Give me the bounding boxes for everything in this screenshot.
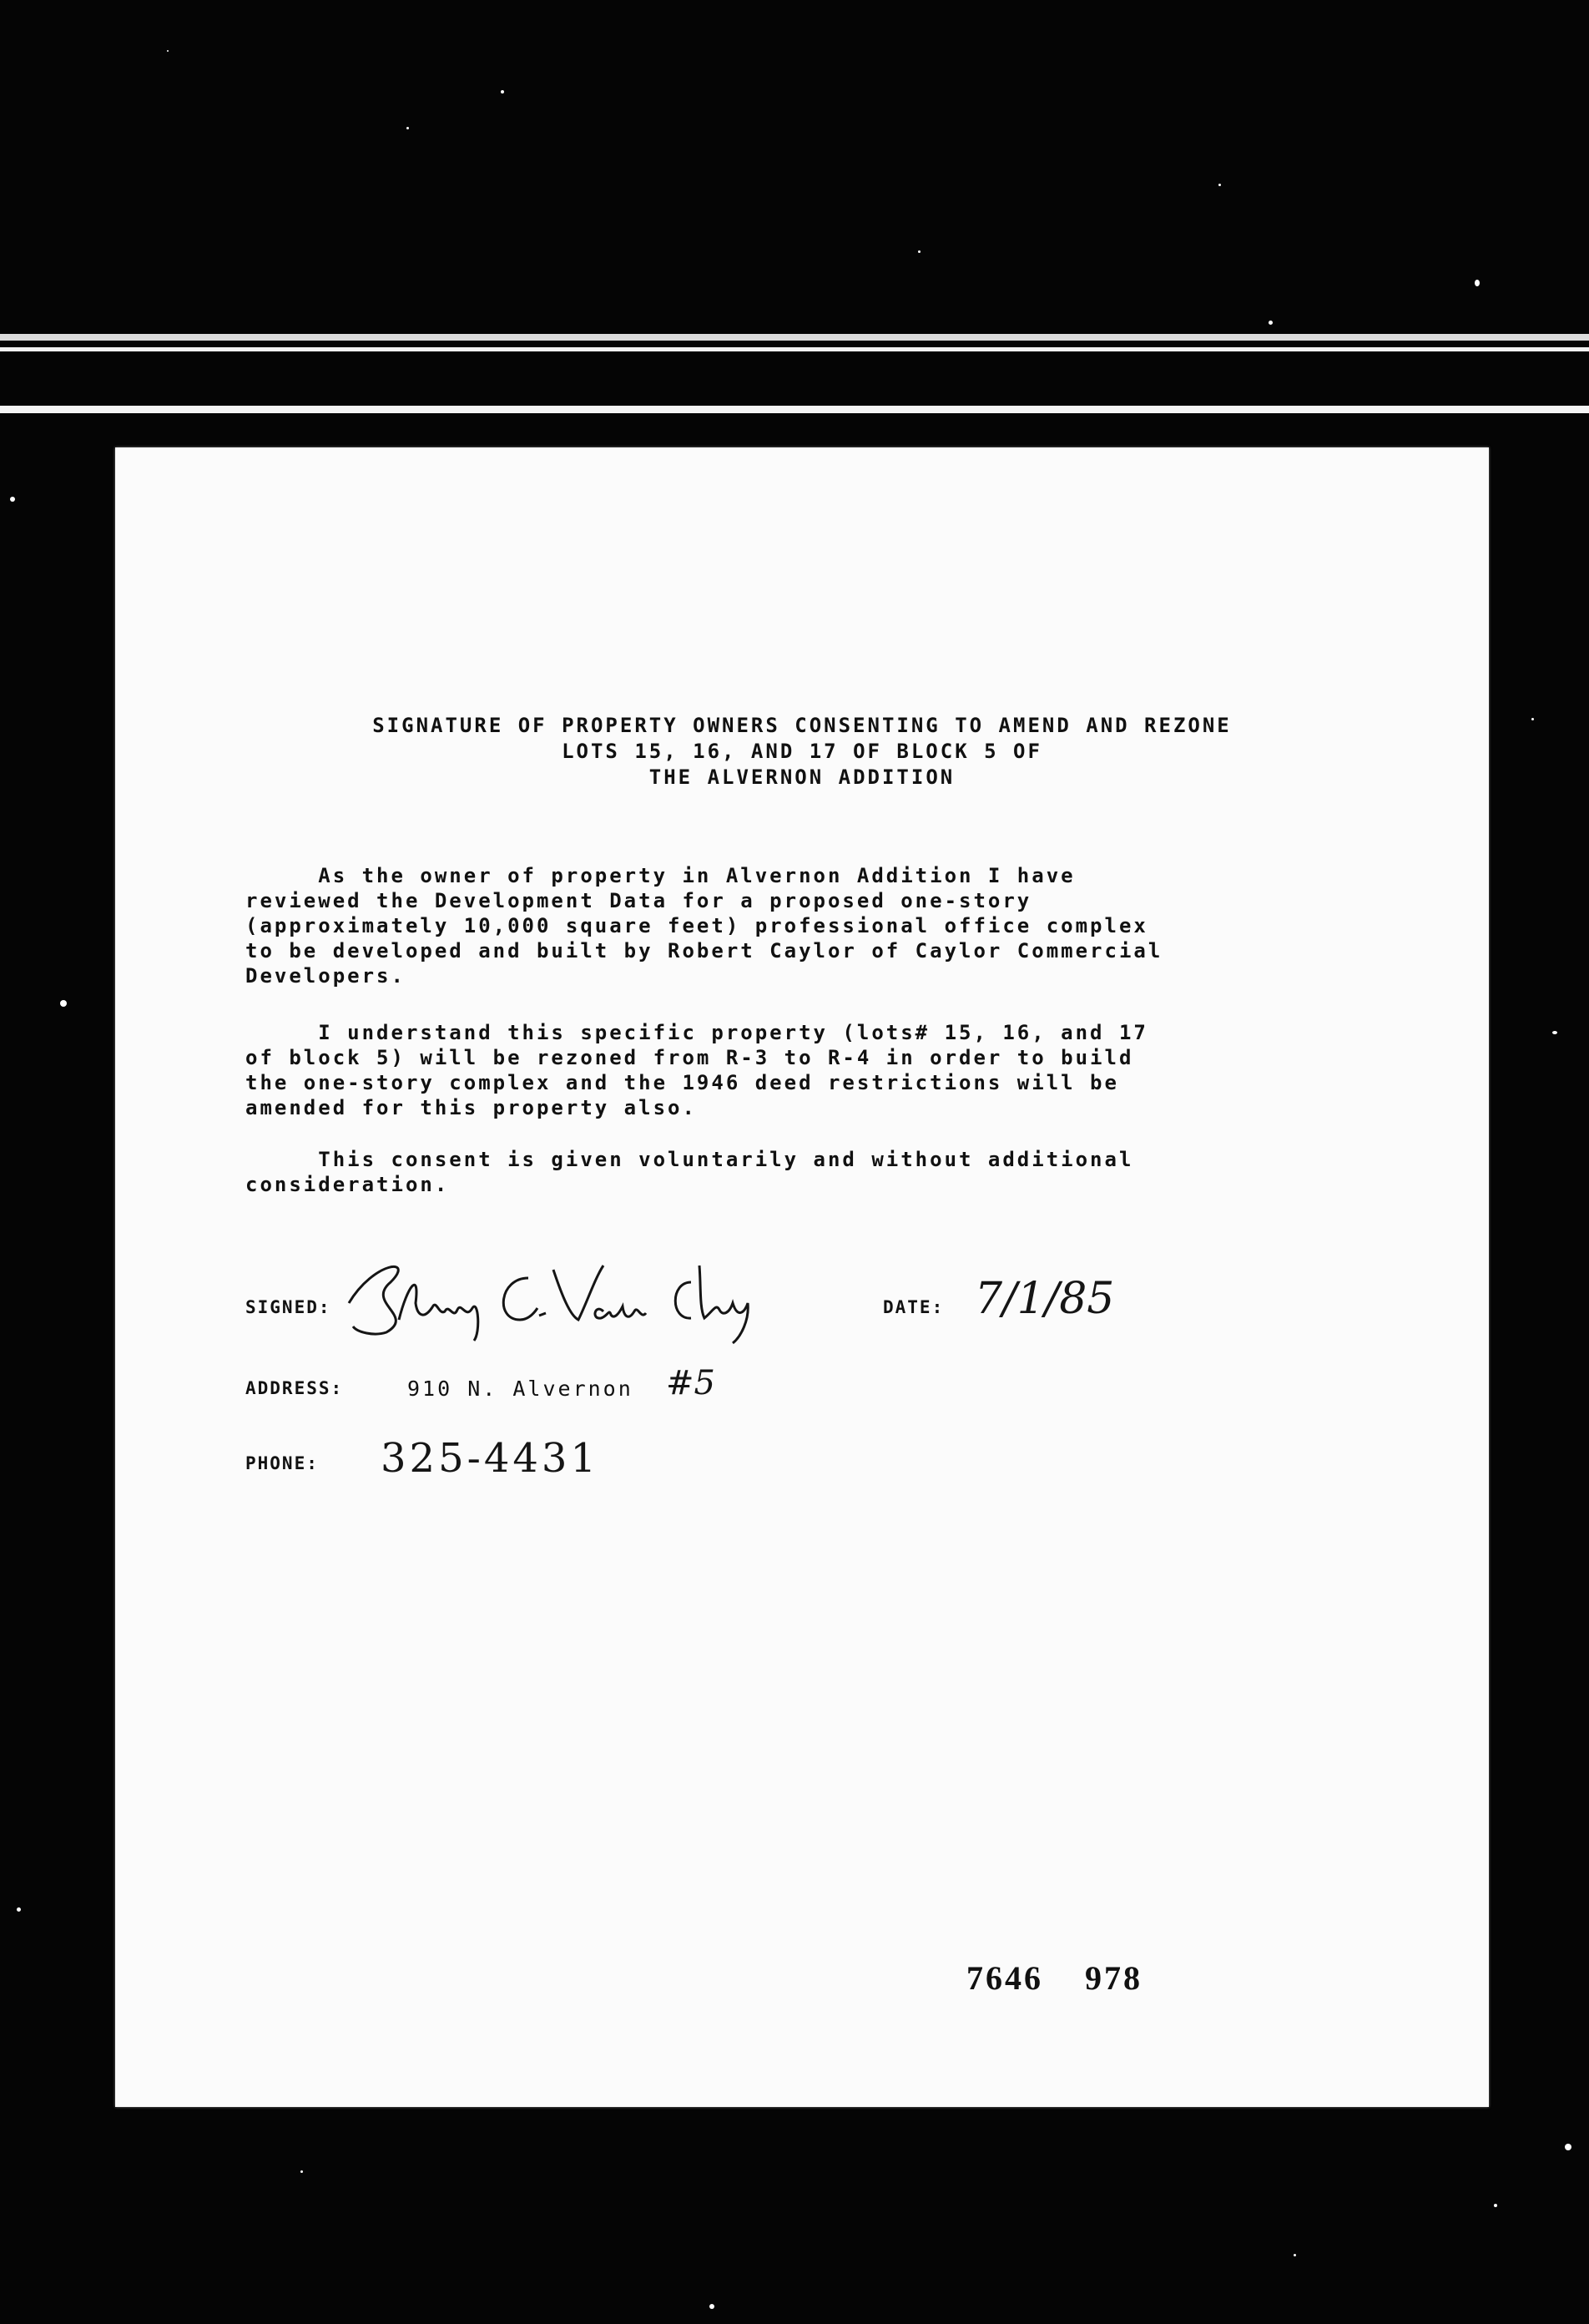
noise-speck xyxy=(60,1000,67,1007)
noise-speck xyxy=(709,2304,714,2309)
address-label: ADDRESS: xyxy=(245,1378,344,1398)
document-number-right: 978 xyxy=(1085,1959,1143,1997)
noise-speck xyxy=(17,1907,21,1912)
address-unit-handwritten: #5 xyxy=(666,1364,715,1402)
title-line: THE ALVERNON ADDITION xyxy=(648,765,956,789)
noise-speck xyxy=(1531,718,1534,720)
noise-speck xyxy=(1269,321,1273,325)
scan-band-line xyxy=(0,406,1589,413)
noise-speck xyxy=(918,250,921,253)
noise-speck xyxy=(10,497,15,502)
noise-speck xyxy=(1565,2144,1571,2150)
scan-band-line xyxy=(0,347,1589,351)
title-line: LOTS 15, 16, AND 17 OF BLOCK 5 OF xyxy=(562,740,1042,763)
phone-value: 325-4431 xyxy=(381,1435,599,1482)
phone-label: PHONE: xyxy=(245,1453,319,1473)
noise-speck xyxy=(1494,2204,1497,2207)
handwritten-signature xyxy=(340,1253,875,1345)
document-number xyxy=(966,1958,1184,1998)
document-number-left: 7646 xyxy=(966,1959,1043,1997)
date-value: 7/1/85 xyxy=(975,1274,1115,1324)
noise-speck xyxy=(1475,280,1480,286)
signed-label: SIGNED: xyxy=(245,1297,331,1317)
title-line: SIGNATURE OF PROPERTY OWNERS CONSENTING TO AMEND AND REZONE xyxy=(372,714,1232,737)
date-label: DATE: xyxy=(883,1297,945,1317)
noise-speck xyxy=(300,2170,303,2173)
paragraph-review: As the owner of property in Alvernon Addition I have reviewed the Development Data for a proposed one-story (approximately 10,000 square feet) professional office complex to be developed and built by Robert Caylor of Caylor Commercial Developers. xyxy=(245,864,1163,988)
noise-speck xyxy=(501,90,504,93)
noise-speck xyxy=(1294,2254,1296,2256)
noise-speck xyxy=(406,127,409,129)
consent-document xyxy=(115,447,1489,2107)
noise-speck xyxy=(167,50,169,52)
paragraph-consent: This consent is given voluntarily and without additional consideration. xyxy=(245,1148,1134,1196)
noise-speck xyxy=(1218,184,1221,186)
document-title xyxy=(115,713,1489,791)
paragraph-rezoning: I understand this specific property (lots# 15, 16, and 17 of block 5) will be rezoned from R-3 to R-4 in order to build the one-story complex and the 1946 deed restrictions will be amended for this property also. xyxy=(245,1021,1148,1119)
scan-band-line xyxy=(0,334,1589,341)
address-value: 910 N. Alvernon xyxy=(407,1377,633,1401)
noise-speck xyxy=(1552,1031,1557,1034)
